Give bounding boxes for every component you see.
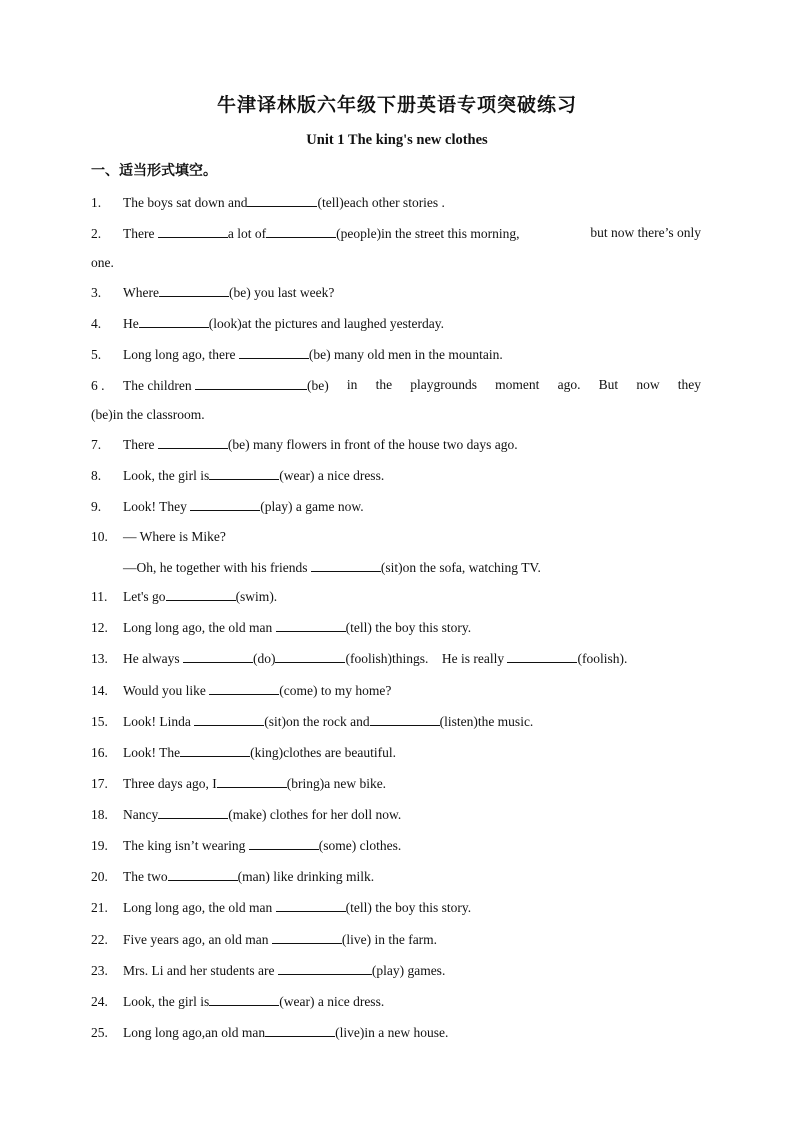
answer-blank[interactable] [266,225,336,238]
question-3: 3. Where (be) you last week? [91,285,335,300]
answer-blank[interactable] [247,194,317,207]
question-13: 13. He always (do) (foolish)things. He is really (foolish). [91,651,628,666]
question-19: 19. The king isn’t wearing (some) clothes. [91,838,402,853]
answer-blank[interactable] [168,868,238,881]
question-18: 18. Nancy (make) clothes for her doll now. [91,807,402,822]
answer-blank[interactable] [139,315,209,328]
answer-blank[interactable] [158,806,228,819]
answer-blank[interactable] [276,899,346,912]
answer-blank[interactable] [190,498,260,511]
answer-blank[interactable] [272,931,342,944]
question-5: 5. Long long ago, there (be) many old men in the mountain. [91,347,503,362]
question-11: 11. Let's go (swim). [91,589,278,604]
unit-subtitle: Unit 1 The king's new clothes [306,132,488,148]
question-17: 17. Three days ago, I (bring)a new bike. [91,776,387,791]
question-14: 14. Would you like (come) to my home? [91,683,392,698]
question-9: 9. Look! They (play) a game now. [91,499,364,514]
question-15: 15. Look! Linda (sit)on the rock and (listen)the music. [91,714,534,729]
answer-blank[interactable] [159,284,229,297]
answer-blank[interactable] [166,588,236,601]
answer-blank[interactable] [239,346,309,359]
answer-blank[interactable] [276,619,346,632]
question-number: 1. [91,195,102,210]
answer-blank[interactable] [183,650,253,663]
answer-blank[interactable] [275,650,345,663]
answer-blank[interactable] [209,993,279,1006]
question-23: 23. Mrs. Li and her students are (play) games. [91,963,446,978]
question-number: 2. [91,226,102,241]
answer-blank[interactable] [370,713,440,726]
section-heading: 一、适当形式填空。 [91,163,217,179]
answer-blank[interactable] [311,559,381,572]
question-21: 21. Long long ago, the old man (tell) the boy this story. [91,900,472,915]
answer-blank[interactable] [249,837,319,850]
answer-blank[interactable] [507,650,577,663]
page-title: 牛津译林版六年级下册英语专项突破练习 [216,94,577,116]
question-24: 24. Look, the girl is (wear) a nice dress. [91,994,385,1009]
answer-blank[interactable] [265,1024,335,1037]
question-10-reply: —Oh, he together with his friends (sit)on the sofa, watching TV. [123,560,541,575]
answer-blank[interactable] [217,775,287,788]
question-6-continued: (be)in the classroom. [91,407,205,422]
answer-blank[interactable] [209,682,279,695]
question-2-continued: one. [91,255,114,270]
answer-blank[interactable] [195,377,307,390]
question-20: 20. The two (man) like drinking milk. [91,869,375,884]
question-25: 25. Long long ago,an old man (live)in a new house. [91,1025,449,1040]
question-2: 2. There a lot of (people)in the street this morning, but now there’s only [91,225,701,241]
question-10: 10. — Where is Mike? [91,529,226,544]
question-22: 22. Five years ago, an old man (live) in the farm. [91,932,438,947]
answer-blank[interactable] [180,744,250,757]
answer-blank[interactable] [209,467,279,480]
answer-blank[interactable] [158,436,228,449]
question-4: 4. He (look)at the pictures and laughed yesterday. [91,316,445,331]
question-16: 16. Look! The (king)clothes are beautiful. [91,745,396,760]
answer-blank[interactable] [158,225,228,238]
answer-blank[interactable] [278,962,372,975]
question-1: 1. The boys sat down and (tell)each other stories . [91,195,445,210]
question-7: 7. There (be) many flowers in front of the house two days ago. [91,437,518,452]
question-8: 8. Look, the girl is (wear) a nice dress. [91,468,385,483]
answer-blank[interactable] [194,713,264,726]
question-12: 12. Long long ago, the old man (tell) the boy this story. [91,620,472,635]
question-6: 6 . The children (be) in the playgrounds moment ago. But now they [91,377,701,393]
